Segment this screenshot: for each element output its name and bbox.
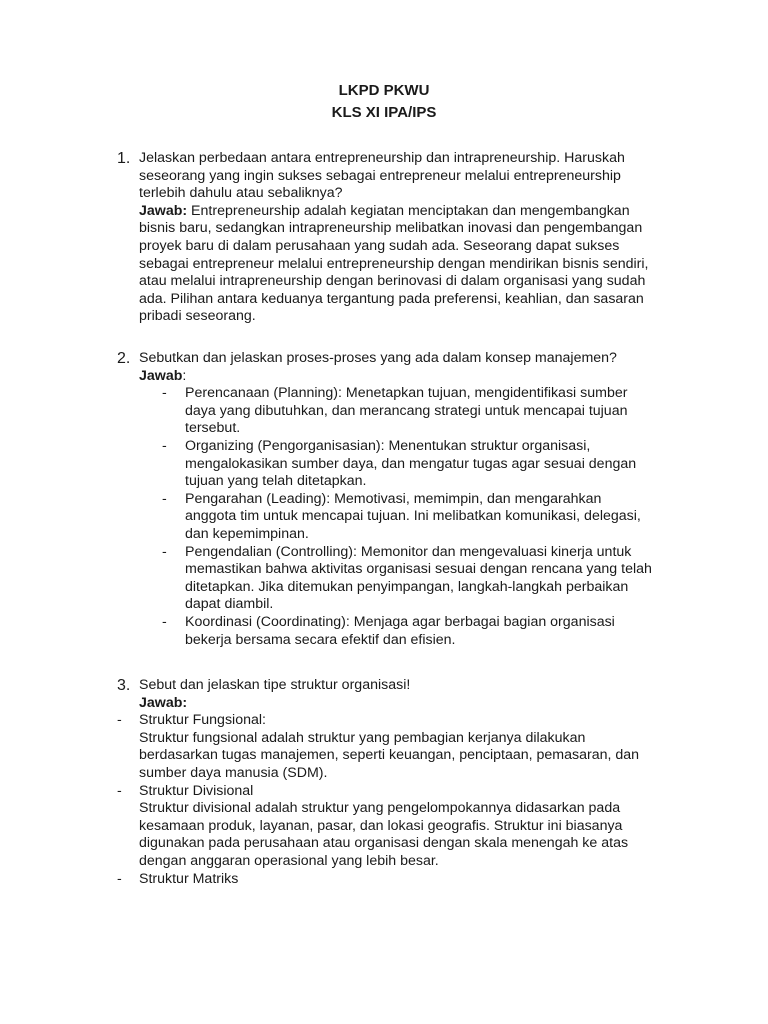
item-line: Organizing (Pengorganisasian): Menentukan struktur organisasi,	[185, 437, 591, 454]
question-line: Jelaskan perbedaan antara entrepreneurship dan intrapreneurship. Haruskah	[139, 150, 625, 166]
question-1	[117, 150, 707, 326]
item-line: tersebut.	[185, 420, 241, 437]
item-line: tujuan yang telah ditetapkan.	[185, 473, 367, 490]
question-2	[117, 350, 707, 649]
answer-text: Entrepreneurship adalah kegiatan menciptakan dan mengembangkan	[187, 202, 630, 219]
list-item	[162, 385, 707, 438]
management-process-list	[162, 385, 707, 649]
jawab-label: Jawab	[139, 367, 183, 384]
item-line: ditetapkan. Jika ditemukan penyimpangan, langkah-langkah perbaikan	[185, 578, 629, 595]
list-item	[162, 543, 707, 614]
item-line: bekerja bersama secara efektif dan efisien.	[185, 631, 456, 648]
bullet-dash: -	[162, 437, 167, 454]
item-line: memastikan bahwa aktivitas organisasi sesuai dengan rencana yang telah	[185, 561, 652, 578]
item-line: Koordinasi (Coordinating): Menjaga agar berbagai bagian organisasi	[185, 613, 615, 630]
item-line: mengalokasikan sumber daya, dan mengatur tugas agar sesuai dengan	[185, 455, 637, 472]
item-line: dengan anggaran operasional yang lebih besar.	[139, 852, 439, 869]
item-title: Struktur Divisional	[139, 782, 254, 799]
bullet-dash: -	[162, 613, 167, 630]
list-item	[162, 613, 707, 649]
jawab-label: Jawab:	[139, 202, 188, 219]
answer-line	[139, 203, 707, 221]
list-item	[162, 437, 707, 491]
item-line: dapat diambil.	[185, 596, 274, 613]
item-line: Struktur fungsional adalah struktur yang pembagian kerjanya dilakukan	[139, 729, 586, 746]
bullet-dash: -	[117, 782, 122, 799]
jawab-colon: :	[182, 367, 187, 384]
document-subtitle: KLS XI IPA/IPS	[331, 104, 437, 121]
answer-line: ada. Pilihan antara keduanya tergantung pada preferensi, keahlian, dan sasaran	[139, 290, 644, 307]
item-line: anggota tim untuk mencapai tujuan. Ini melibatkan komunikasi, delegasi,	[185, 508, 641, 525]
question-line: Sebutkan dan jelaskan proses-proses yang ada dalam konsep manajemen?	[139, 350, 617, 366]
item-line: daya yang dibutuhkan, dan merancang strategi untuk mencapai tujuan	[185, 402, 628, 419]
item-line: Pengendalian (Controlling): Memonitor dan mengevaluasi kinerja untuk	[185, 543, 632, 560]
answer-line: pribadi seseorang.	[139, 308, 256, 325]
question-3	[117, 677, 707, 888]
item-line: dan kepemimpinan.	[185, 525, 309, 542]
list-item	[117, 712, 707, 782]
item-line: Struktur divisional adalah struktur yang pengelompokannya didasarkan pada	[139, 800, 621, 817]
question-line: terlebih dahulu atau sebaliknya?	[139, 185, 343, 202]
list-item	[162, 490, 707, 544]
jawab-line	[139, 368, 707, 386]
item-line: sumber daya manusia (SDM).	[139, 764, 328, 781]
answer-line: sebagai entrepreneur melalui entrepreneurship dengan mendirikan bisnis sendiri,	[139, 255, 649, 272]
item-title: Struktur Fungsional:	[139, 712, 266, 729]
bullet-dash: -	[162, 490, 167, 507]
bullet-dash: -	[162, 385, 167, 402]
structure-type-list	[117, 712, 707, 888]
answer-line: bisnis baru, sedangkan intrapreneurship melibatkan inovasi dan pengembangan	[139, 220, 643, 237]
item-line: Pengarahan (Leading): Memotivasi, memimpin, dan mengarahkan	[185, 490, 602, 507]
bullet-dash: -	[162, 543, 167, 560]
question-line: seseorang yang ingin sukses sebagai entrepreneur melalui entrepreneurship	[139, 167, 621, 184]
item-line: Perencanaan (Planning): Menetapkan tujuan, mengidentifikasi sumber	[185, 385, 628, 402]
jawab-label: Jawab:	[139, 694, 188, 711]
item-title: Struktur Matriks	[139, 870, 239, 887]
answer-line: atau melalui intrapreneurship dengan berinovasi di dalam organisasi yang sudah	[139, 273, 646, 290]
question-number: 2.	[117, 350, 131, 367]
item-line: berdasarkan tugas manajemen, seperti keuangan, penciptaan, pemasaran, dan	[139, 747, 640, 764]
question-number: 3.	[117, 677, 131, 694]
item-line: digunakan pada perusahaan atau organisasi dengan skala menengah ke atas	[139, 835, 629, 852]
question-number: 1.	[117, 150, 131, 167]
bullet-dash: -	[117, 712, 122, 729]
answer-line: proyek baru di dalam perusahaan yang sudah ada. Seseorang dapat sukses	[139, 237, 620, 254]
document-title: LKPD PKWU	[338, 82, 430, 99]
list-item	[117, 783, 707, 871]
list-item	[117, 871, 707, 889]
item-line: kesamaan produk, layanan, pasar, dan lokasi geografis. Struktur ini biasanya	[139, 817, 623, 834]
question-line: Sebut dan jelaskan tipe struktur organisasi!	[139, 677, 411, 693]
bullet-dash: -	[117, 870, 122, 887]
